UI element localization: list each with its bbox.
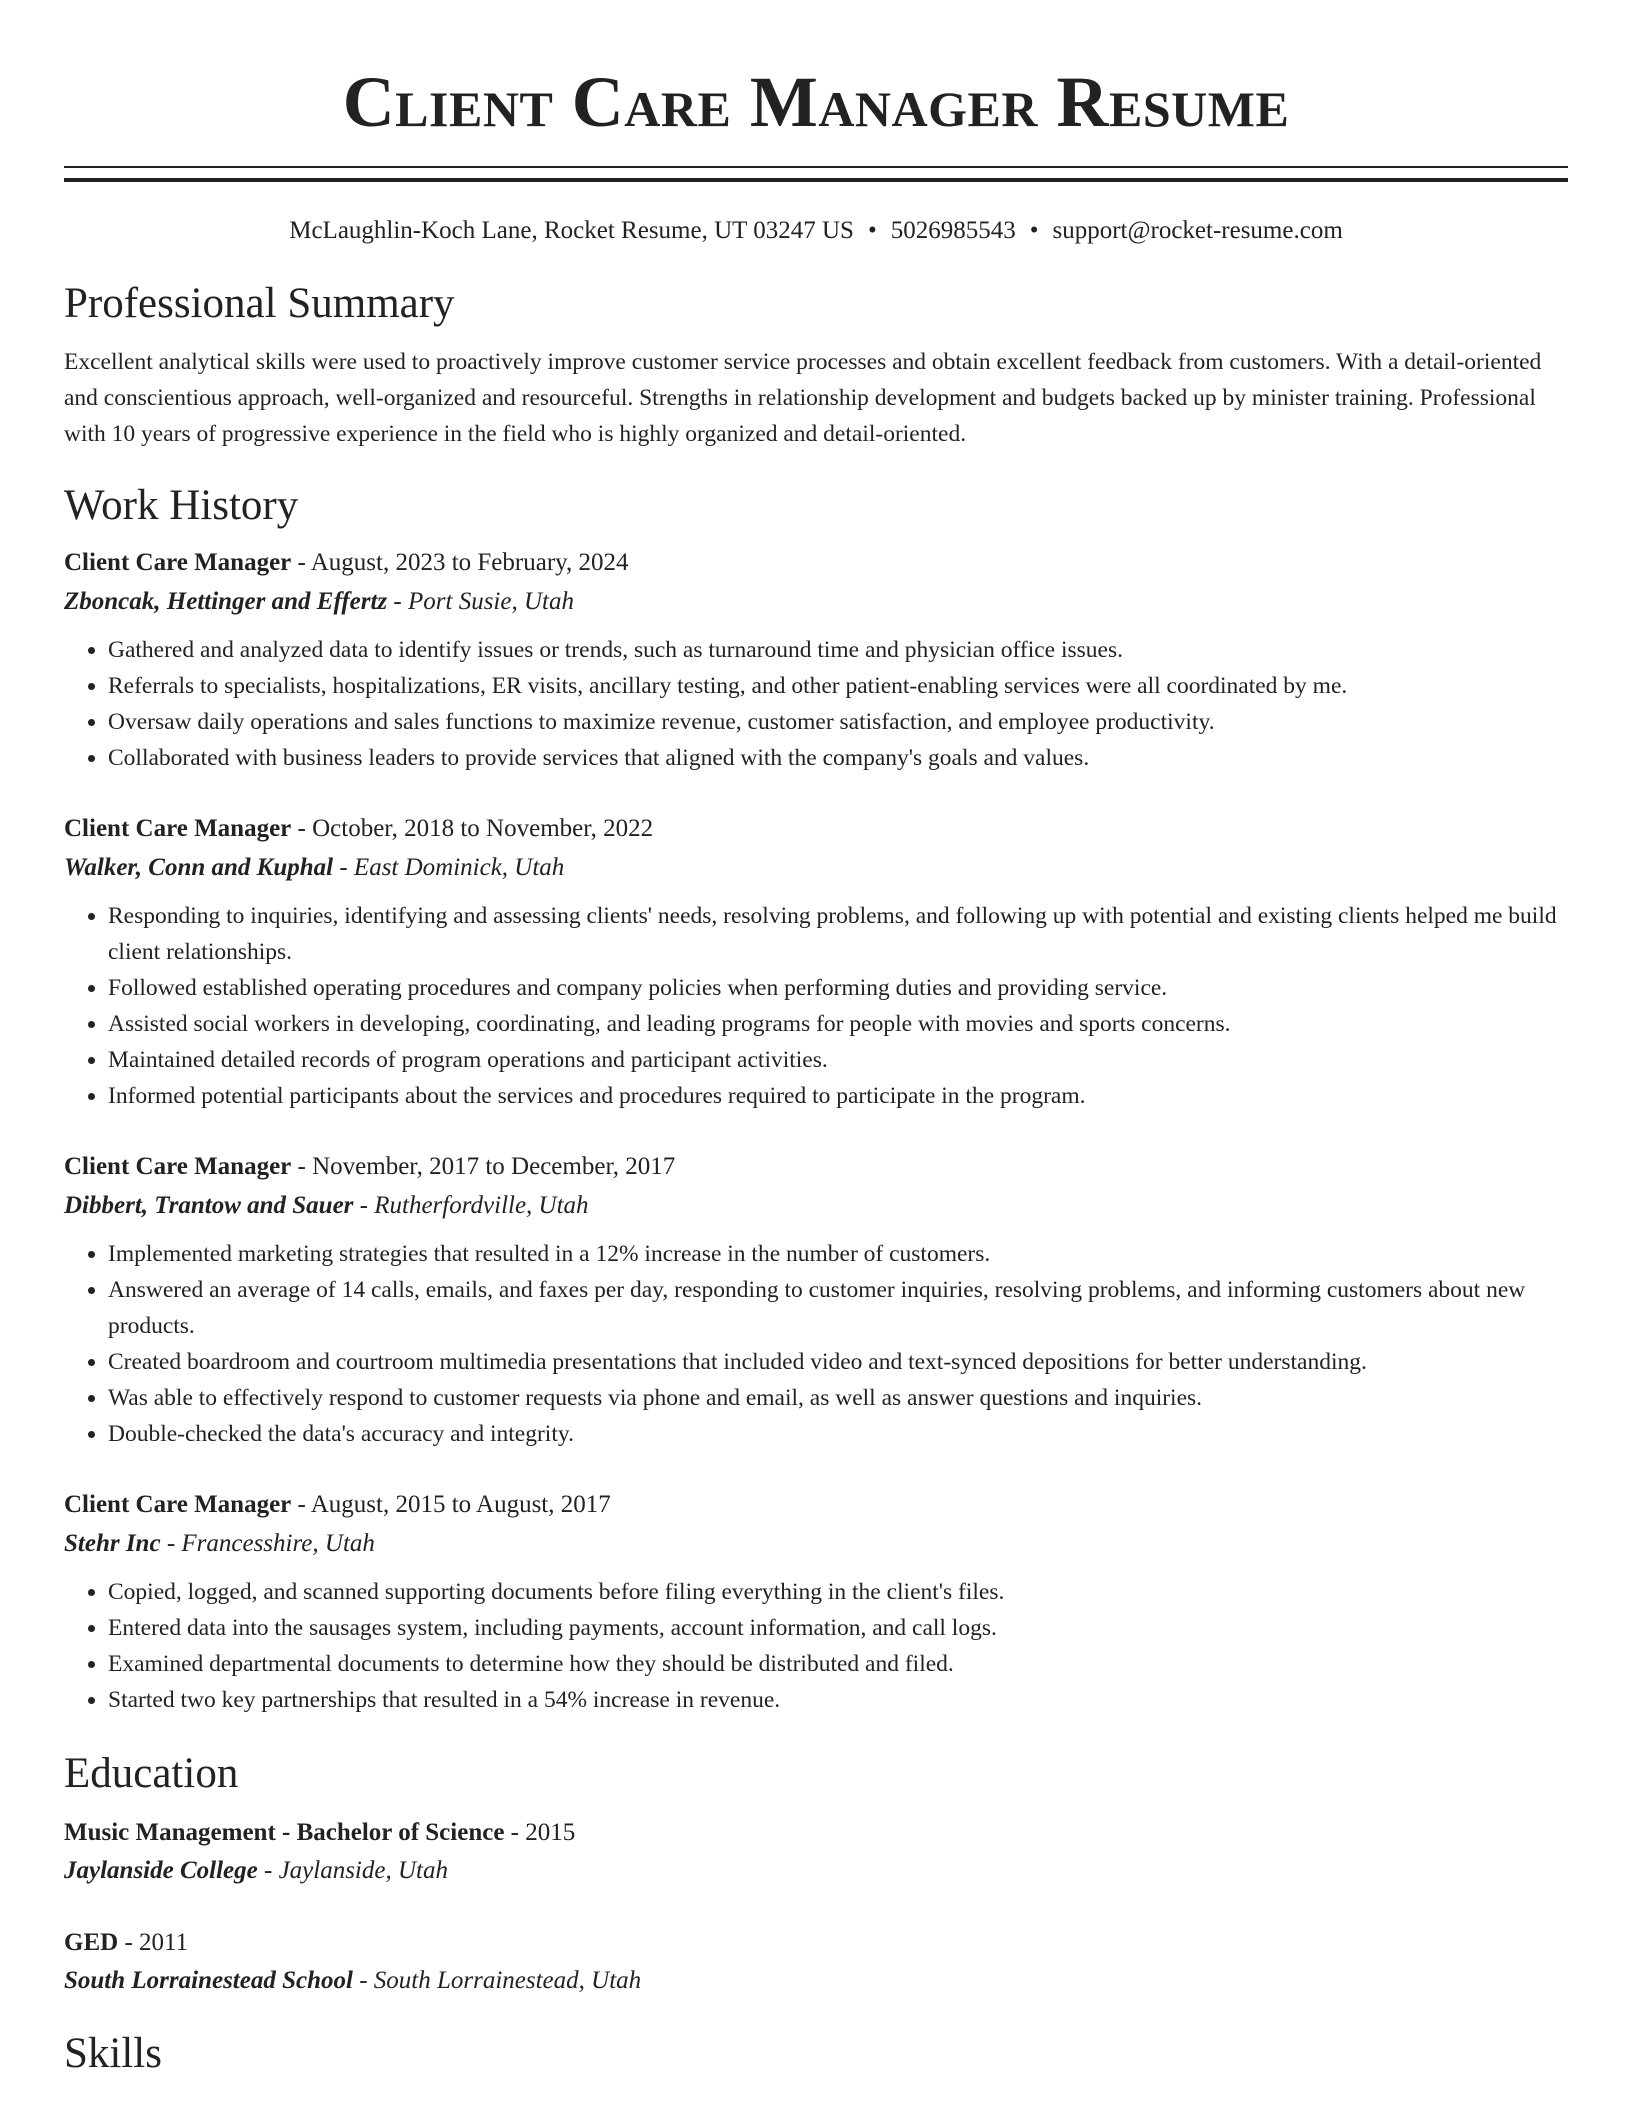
- job-title-line: [64, 544, 1568, 582]
- job-dates: November, 2017 to December, 2017: [312, 1153, 676, 1180]
- job-dates: October, 2018 to November, 2022: [312, 815, 654, 842]
- job-company: Zboncak, Hettinger and Effertz: [64, 588, 388, 615]
- contact-address: McLaughlin-Koch Lane, Rocket Resume, UT 03247 US: [289, 217, 854, 244]
- job-bullets: [64, 1574, 1568, 1718]
- education-heading: Education: [64, 1750, 239, 1797]
- job-dates: August, 2023 to February, 2024: [310, 549, 629, 576]
- job-dash: -: [333, 854, 354, 881]
- job-entry: [64, 810, 1568, 1114]
- education-dash: -: [118, 1929, 140, 1956]
- job-bullets: [64, 1236, 1568, 1452]
- job-bullet: • Started two key partnerships that resulted in a 54% increase in revenue.: [108, 1682, 1568, 1718]
- job-company-line: [64, 1524, 1568, 1564]
- education-degree-line: [64, 1814, 1568, 1852]
- job-company-line: [64, 582, 1568, 622]
- job-bullet: • Followed established operating procedures and company policies when performing duties and providing service.: [108, 970, 1568, 1006]
- work-history-heading: Work History: [64, 482, 299, 529]
- job-title: Client Care Manager: [64, 1491, 292, 1518]
- job-dash: -: [291, 815, 313, 842]
- contact-phone: 5026985543: [890, 217, 1016, 244]
- summary-heading: Professional Summary: [64, 280, 455, 327]
- job-location: Francesshire, Utah: [181, 1530, 375, 1557]
- summary-text: Excellent analytical skills were used to proactively improve customer service processes and obtain excellent feedback from customers. With a detail-oriented and conscientious approach, well-organized and resourceful. Strengths in relationship development and budgets backed up by minister training. Professional with 10 years of progressive experience in the field who is highly organized and detail-oriented.: [64, 349, 1542, 447]
- education-school: South Lorrainestead School: [64, 1967, 353, 1994]
- job-bullets: [64, 898, 1568, 1114]
- education-school-line: [64, 1962, 1568, 2000]
- job-title: Client Care Manager: [64, 815, 292, 842]
- job-dash: -: [160, 1530, 182, 1557]
- job-dash: -: [291, 549, 311, 576]
- job-bullet: • Double-checked the data's accuracy and integrity.: [108, 1416, 1568, 1452]
- job-bullet: • Referrals to specialists, hospitalizations, ER visits, ancillary testing, and other patient-enabling services were all coordinated by me.: [108, 668, 1568, 704]
- education-location: South Lorrainestead, Utah: [373, 1967, 642, 1994]
- education-entry: [64, 1814, 1568, 1890]
- education-year: 2015: [525, 1819, 576, 1846]
- job-bullet: • Copied, logged, and scanned supporting documents before filing everything in the client's files.: [108, 1574, 1568, 1610]
- job-location: Rutherfordville, Utah: [374, 1192, 589, 1219]
- job-company-line: [64, 848, 1568, 888]
- contact-line: [64, 216, 1568, 246]
- job-entry: [64, 1148, 1568, 1452]
- job-entry: [64, 544, 1568, 776]
- education-dash: -: [352, 1967, 374, 1994]
- job-entry: [64, 1486, 1568, 1718]
- job-company: Stehr Inc: [64, 1530, 161, 1557]
- job-bullet: • Entered data into the sausages system, including payments, account information, and call logs.: [108, 1610, 1568, 1646]
- job-dash: -: [387, 588, 408, 615]
- job-location: East Dominick, Utah: [353, 854, 565, 881]
- resume-title: Client Care Manager Resume: [342, 62, 1290, 142]
- education-location: Jaylanside, Utah: [278, 1857, 448, 1884]
- skills-heading: Skills: [64, 2030, 162, 2077]
- education-school-line: [64, 1852, 1568, 1890]
- job-company: Dibbert, Trantow and Sauer: [64, 1192, 354, 1219]
- education-degree: Music Management - Bachelor of Science: [64, 1819, 505, 1846]
- education-dash: -: [257, 1857, 279, 1884]
- job-company: Walker, Conn and Kuphal: [64, 854, 334, 881]
- job-title-line: [64, 1486, 1568, 1524]
- job-location: Port Susie, Utah: [408, 588, 574, 615]
- job-dates: August, 2015 to August, 2017: [310, 1491, 611, 1518]
- job-bullet: • Implemented marketing strategies that resulted in a 12% increase in the number of customers.: [108, 1236, 1568, 1272]
- job-bullet: • Examined departmental documents to determine how they should be distributed and filed.: [108, 1646, 1568, 1682]
- contact-email: support@rocket-resume.com: [1052, 217, 1343, 244]
- job-bullet: • Collaborated with business leaders to provide services that aligned with the company's goals and values.: [108, 740, 1568, 776]
- job-dash: -: [353, 1192, 375, 1219]
- education-degree-line: [64, 1924, 1568, 1962]
- contact-separator: •: [867, 217, 877, 244]
- job-bullet: • Oversaw daily operations and sales functions to maximize revenue, customer satisfaction, and employee productivity.: [108, 704, 1568, 740]
- education-degree: GED: [64, 1929, 119, 1956]
- job-bullet: • Maintained detailed records of program operations and participant activities.: [108, 1042, 1568, 1078]
- job-bullet: • Was able to effectively respond to customer requests via phone and email, as well as answer questions and inquiries.: [108, 1380, 1568, 1416]
- job-bullet: • Assisted social workers in developing, coordinating, and leading programs for people with movies and sports concerns.: [108, 1006, 1568, 1042]
- job-title: Client Care Manager: [64, 1153, 292, 1180]
- job-title-line: [64, 1148, 1568, 1186]
- job-bullet: • Answered an average of 14 calls, emails, and faxes per day, responding to customer inquiries, resolving problems, and informing customers about new products.: [108, 1272, 1568, 1344]
- job-dash: -: [291, 1153, 313, 1180]
- job-bullets: [64, 632, 1568, 776]
- job-dash: -: [291, 1491, 311, 1518]
- job-bullet: • Responding to inquiries, identifying and assessing clients' needs, resolving problems, and following up with potential and existing clients helped me build client relationships.: [108, 898, 1568, 970]
- job-bullet: • Gathered and analyzed data to identify issues or trends, such as turnaround time and physician office issues.: [108, 632, 1568, 668]
- job-bullet: • Informed potential participants about the services and procedures required to participate in the program.: [108, 1078, 1568, 1114]
- title-divider: [64, 166, 1568, 182]
- job-title: Client Care Manager: [64, 549, 292, 576]
- job-title-line: [64, 810, 1568, 848]
- job-bullet: • Created boardroom and courtroom multimedia presentations that included video and text-synced depositions for better understanding.: [108, 1344, 1568, 1380]
- education-year: 2011: [139, 1929, 189, 1956]
- job-company-line: [64, 1186, 1568, 1226]
- education-school: Jaylanside College: [64, 1857, 258, 1884]
- education-entry: [64, 1924, 1568, 2000]
- education-dash: -: [504, 1819, 526, 1846]
- contact-separator: •: [1029, 217, 1039, 244]
